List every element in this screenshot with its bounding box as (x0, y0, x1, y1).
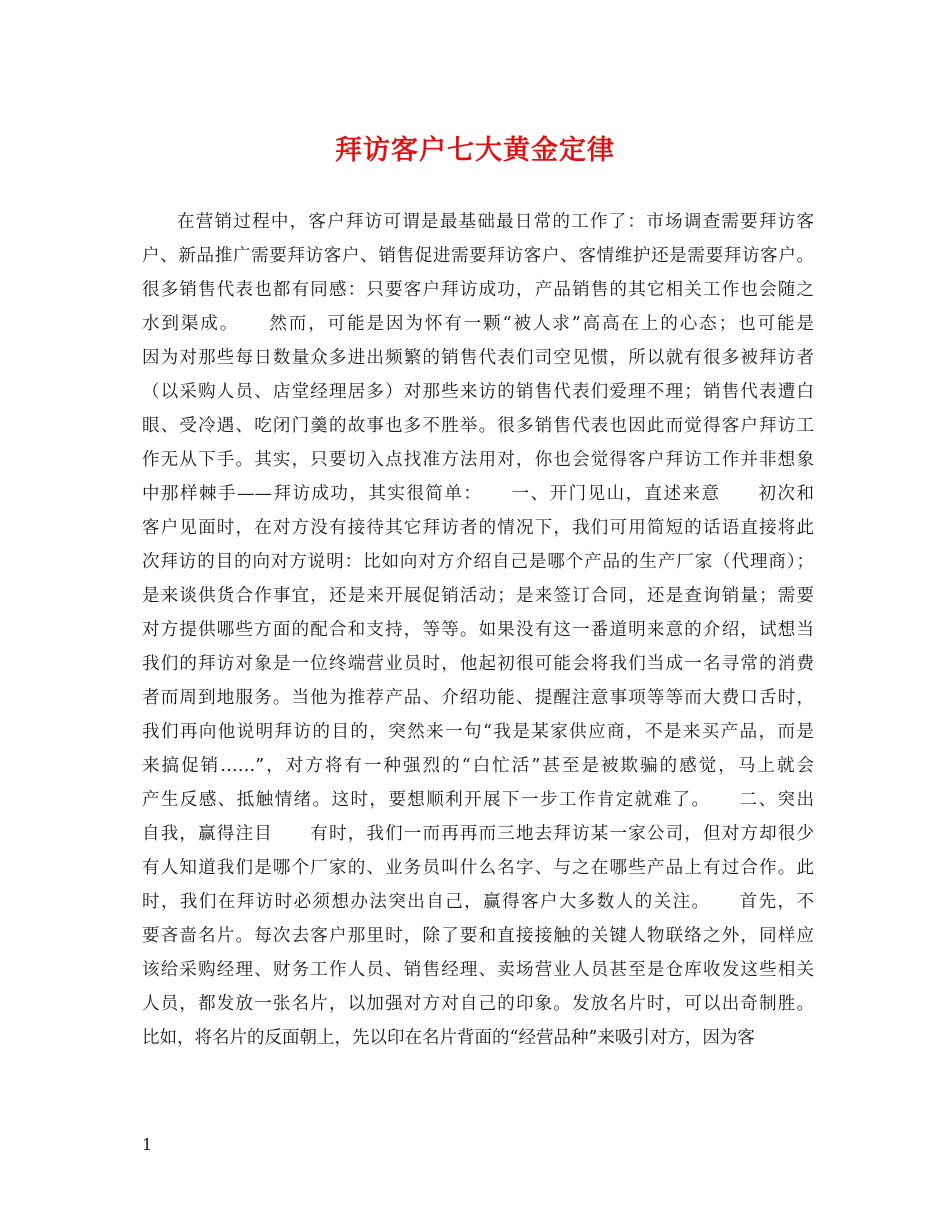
text-line: 眼、受冷遇、吃闭门羹的故事也多不胜举。很多销售代表也因此而觉得客户拜访工 (142, 416, 814, 436)
text-line: 我们再向他说明拜访的目的，突然来一句“我是某家供应商，不是来买产品，而是 (142, 722, 814, 742)
text-line: 在营销过程中，客户拜访可谓是最基础最日常的工作了：市场调查需要拜访客 (177, 212, 814, 232)
text-line: 水到渠成。 然而，可能是因为怀有一颗“被人求”高高在上的心态；也可能是 (142, 314, 814, 334)
text-line: 有人知道我们是哪个厂家的、业务员叫什么名字、与之在哪些产品上有过合作。此 (142, 858, 814, 878)
text-line: 产生反感、抵触情绪。这时，要想顺利开展下一步工作肯定就难了。 二、突出 (142, 790, 814, 810)
text-line: 来搞促销……”，对方将有一种强烈的“白忙活”甚至是被欺骗的感觉，马上就会 (142, 756, 814, 776)
text-line: 客户见面时，在对方没有接待其它拜访者的情况下，我们可用简短的话语直接将此 (142, 518, 814, 538)
body-text (142, 205, 814, 1055)
text-line: 很多销售代表也都有同感：只要客户拜访成功，产品销售的其它相关工作也会随之 (142, 280, 814, 300)
text-line: 作无从下手。其实，只要切入点找准方法用对，你也会觉得客户拜访工作并非想象 (142, 450, 814, 470)
text-line: 对方提供哪些方面的配合和支持，等等。如果没有这一番道明来意的介绍，试想当 (142, 620, 814, 640)
text-line: 者而周到地服务。当他为推荐产品、介绍功能、提醒注意事项等等而大费口舌时， (142, 688, 814, 708)
text-line: 是来谈供货合作事宜，还是来开展促销活动；是来签订合同，还是查询销量；需要 (142, 586, 814, 606)
document-title: 拜访客户七大黄金定律 (335, 135, 615, 166)
text-line: 要吝啬名片。每次去客户那里时，除了要和直接接触的关键人物联络之外，同样应 (142, 926, 814, 946)
text-line: 该给采购经理、财务工作人员、销售经理、卖场营业人员甚至是仓库收发这些相关 (142, 960, 814, 980)
page-number: 1 (142, 1135, 153, 1154)
text-line: 我们的拜访对象是一位终端营业员时，他起初很可能会将我们当成一名寻常的消费 (142, 654, 814, 674)
text-line: 因为对那些每日数量众多进出频繁的销售代表们司空见惯，所以就有很多被拜访者 (142, 348, 814, 368)
text-line: 次拜访的目的向对方说明：比如向对方介绍自己是哪个产品的生产厂家（代理商）； (142, 552, 814, 572)
text-line: （以采购人员、店堂经理居多）对那些来访的销售代表们爱理不理；销售代表遭白 (142, 382, 814, 402)
text-line: 时，我们在拜访时必须想办法突出自己，赢得客户大多数人的关注。 首先，不 (142, 892, 814, 912)
text-line: 自我，赢得注目 有时，我们一而再再而三地去拜访某一家公司，但对方却很少 (142, 824, 814, 844)
text-line: 中那样棘手——拜访成功，其实很简单： 一、开门见山，直述来意 初次和 (142, 484, 814, 504)
text-line: 人员，都发放一张名片，以加强对方对自己的印象。发放名片时，可以出奇制胜。 (142, 994, 814, 1014)
text-line: 户、新品推广需要拜访客户、销售促进需要拜访客户、客情维护还是需要拜访客户。 (142, 246, 814, 266)
text-line: 比如，将名片的反面朝上，先以印在名片背面的“经营品种”来吸引对方，因为客 (142, 1028, 755, 1048)
